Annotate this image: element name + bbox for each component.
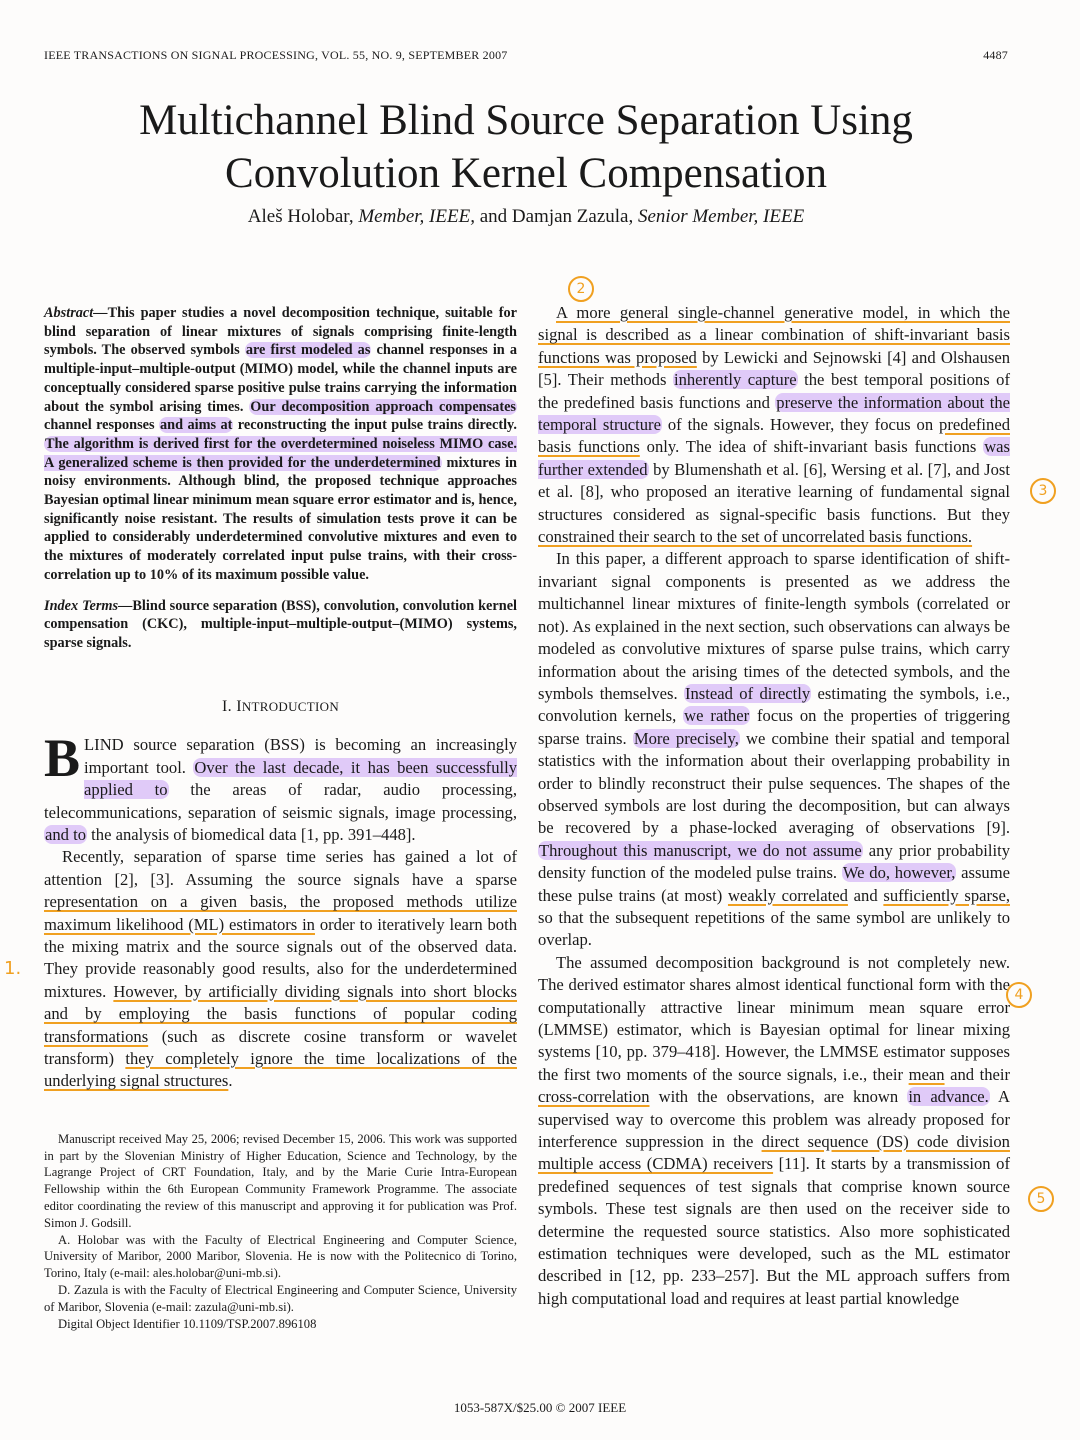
footnote-author-2: D. Zazula is with the Faculty of Electrical Engineering and Computer Science, University of Maribor, Slovenia (e-mail: zazula@uni-mb.si).	[44, 1283, 517, 1314]
paper-title	[0, 94, 1052, 200]
abstract-highlight-2: Our decomposition approach compensates	[250, 398, 516, 415]
abstract	[44, 304, 517, 585]
abstract-lead: Abstract—	[44, 305, 108, 321]
section-rest: NTRODUCTION	[241, 699, 340, 715]
intro-text-2d: .	[228, 1071, 233, 1091]
annotation-note-4: 4	[1006, 982, 1032, 1008]
author-2-role: Senior Member, IEEE	[638, 206, 805, 227]
right-text-3a: The assumed decomposition background is not completely new. The derived estimator shares almost identical functional form with the computationally attractive linear minimum mean square error (LMMSE) estimator, which is Bayesian optimal for linear mixing systems [10, pp. 379–418]. However, the LMMSE estimator supposes the first two moments of the source signals, i.e., their	[538, 952, 1010, 1084]
author-line	[0, 206, 1052, 228]
right-text-1b: the best temporal positions of the predefined basis functions and	[538, 370, 1011, 412]
right-text-1a: by Lewicki and Sejnowski [4] and Olshausen [5]. Their methods	[538, 347, 1010, 390]
intro-underline-3: they completely ignore the time localizations of the underlying signal structures	[44, 1049, 517, 1091]
right-text-2c: focus on the properties of triggering sparse trains.	[538, 706, 1011, 748]
intro-underline-1: representation on a given basis, the proposed methods utilize maximum likelihood (ML) estimators in	[44, 892, 517, 934]
index-terms	[44, 597, 517, 653]
intro-highlight-1: Over the last decade, it has been successfully applied to	[84, 757, 518, 800]
right-text-2h: so that the subsequent repetitions of the same symbol are unlikely to overlap.	[538, 907, 1010, 950]
right-underline-8: direct sequence (DS) code division multiple access (CDMA) receivers	[538, 1132, 1010, 1174]
abstract-text-4: reconstructing the input pulse trains directly.	[233, 417, 517, 434]
abstract-text-1: This paper studies a novel decomposition technique, suitable for blind separation of linear mixtures of signals comprising finite-length symbols. The observed symbols	[44, 305, 517, 359]
title-line-1: Multichannel Blind Source Separation Using	[139, 97, 913, 144]
intro-text-1b: the areas of radar, audio processing, telecommunications, separation of seismic signals, image processing,	[44, 780, 517, 822]
footnote-manuscript: Manuscript received May 25, 2006; revised December 15, 2006. This work was supported in part by the Slovenian Ministry of Higher Education, Science and Technology, by the Lagrange Project of CRT Foundation, Italy, and by the Marie Curie Intra-European Fellowship within the 6th European Community Framework Programme. The associate editor coordinating the review of this manuscript and approving it for publication was Prof. Simon J. Godsill.	[44, 1131, 517, 1230]
drop-cap: B	[44, 728, 81, 789]
author-1-role: Member, IEEE,	[358, 206, 475, 227]
right-highlight-8: We do, however,	[842, 863, 956, 883]
annotation-note-1: 1.	[4, 958, 22, 979]
intro-paragraph-2	[44, 846, 517, 1092]
right-underline-5: sufficiently sparse,	[883, 885, 1010, 905]
annotation-note-3: 3	[1030, 478, 1056, 504]
right-text-3d: A supervised way to overcome this problem was already proposed for interference suppression in the	[538, 1087, 1010, 1152]
section-first-letter: I	[236, 698, 242, 716]
title-line-2: Convolution Kernel Compensation	[225, 150, 827, 197]
abstract-highlight-1: are first modeled as	[245, 342, 371, 359]
page-number: 4487	[983, 48, 1008, 62]
right-text-2g: and	[847, 885, 884, 905]
right-text-2d: we combine their spatial and temporal statistics with the information about their overlapping probability in order to blindly reconstruct their pulse sequences. The shapes of the observed symbols are lost during the decomposition, but can always be recovered by a phase-locked averaging of observations [9].	[538, 728, 1011, 838]
page-footer-copyright: 1053-587X/$25.00 © 2007 IEEE	[453, 1400, 627, 1415]
right-text-2f: assume these pulse trains (at most)	[538, 863, 1010, 905]
right-highlight-3: was further extended	[538, 437, 1010, 479]
intro-text-2a: Recently, separation of sparse time series has gained a lot of attention [2], [3]. Assuming the source signals have a sparse	[44, 847, 517, 889]
section-heading-introduction	[44, 698, 517, 716]
section-numeral: I.	[221, 698, 237, 716]
abstract-highlight-4: The algorithm is derived first for the overdetermined noiseless MIMO case. A generalized scheme is then provided for the underdetermined	[44, 435, 517, 471]
footnote-author-1: A. Holobar was with the Faculty of Electrical Engineering and Computer Science, University of Maribor, 2000 Maribor, Slovenia. He is now with the Politecnico di Torino, Torino, Italy (e-mail: ales.holobar@uni-mb.si).	[44, 1232, 517, 1281]
right-underline-6: mean	[908, 1064, 945, 1084]
right-highlight-4: Instead of directly	[684, 683, 811, 703]
right-highlight-6: More precisely,	[633, 728, 739, 748]
right-highlight-7: Throughout this manuscript, we do not assume	[539, 840, 862, 860]
right-text-2a: In this paper, a different approach to sparse identification of shift-invariant signal components is presented as we address the multichannel linear mixtures of finite-length symbols (correlated or not). As explained in the next section, such observations can always be modeled as convolutive mixtures of sparse pulse trains, which carry information about the arising times of the detected symbols, and the symbols themselves.	[538, 549, 1010, 703]
right-text-1c: of the signals. However, they focus on	[661, 415, 940, 435]
intro-text-1a: LIND source separation (BSS) is becoming an increasingly important tool.	[84, 735, 517, 777]
right-text-1e: by Blumenshath et al. [6], Wersing et al. [7], and Jost et al. [8], who proposed an iterative learning of fundamental signal structures considered as signal-specific basis functions. But they	[538, 459, 1010, 524]
intro-text-1c: the analysis of biomedical data [1, pp. 391–448].	[87, 824, 416, 844]
right-paragraph-3	[538, 952, 1010, 1311]
intro-text-2b: order to iteratively learn both the mixing matrix and the source signals out of the observed data. They provide reasonably good results, also for the underdetermined mixtures.	[44, 914, 518, 1001]
right-text-1d: only. The idea of shift-invariant basis functions	[639, 437, 984, 457]
annotation-note-2: 2	[568, 276, 594, 302]
author-2-name: Damjan Zazula,	[511, 206, 634, 227]
intro-highlight-2: and to	[45, 824, 87, 844]
index-terms-lead: Index Terms—	[44, 597, 133, 614]
right-text-2e: any prior probability density function of the modeled pulse trains.	[538, 840, 1011, 883]
right-underline-1: A more general single-channel generative model, in which the signal is described as a linear combination of shift-invariant basis functions was proposed	[538, 303, 1010, 367]
intro-text-2c: (such as discrete cosine transform or wavelet transform)	[44, 1026, 517, 1069]
footnote-doi: Digital Object Identifier 10.1109/TSP.2007.896108	[58, 1316, 317, 1331]
author-conjunction: and	[479, 206, 508, 227]
right-text-3e: [11]. It starts by a transmission of predefined sequences of test signals that comprise known source symbols. These test signals are then used on the receiver side to determine the requested source statistics. Also more sophisticated estimation techniques were developed, such as the ML estimator described in [12, pp. 233–257]. But the ML approach suffers from high computational load and requires at least partial knowledge	[538, 1154, 1010, 1308]
annotation-note-5: 5	[1028, 1186, 1054, 1212]
right-underline-4: weakly correlated	[727, 885, 848, 905]
abstract-text-5: mixtures in noisy environments. Although blind, the proposed technique approaches Bayesian optimal linear minimum mean square error estimator and is, hence, significantly noise resistant. The results of simulation tests prove it can be applied to considerably underdetermined convolutive mixtures and even to the mixtures of moderately correlated input pulse trains, with their cross-correlation up to 10% of its maximum possible value.	[44, 454, 518, 583]
first-page-footnote	[44, 1131, 517, 1333]
right-highlight-2: preserve the information about the temporal structure	[538, 392, 1010, 435]
right-paragraph-1	[538, 302, 1010, 548]
journal-header: IEEE TRANSACTIONS ON SIGNAL PROCESSING, VOL. 55, NO. 9, SEPTEMBER 2007	[44, 48, 508, 62]
right-text-2b: estimating the symbols, i.e., convolution kernels,	[538, 683, 1010, 726]
author-1-name: Aleš Holobar,	[247, 206, 354, 227]
index-terms-text: Blind source separation (BSS), convolution, convolution kernel compensation (CKC), multiple-input–multiple-output–(MIMO) systems, sparse signals.	[44, 597, 518, 651]
right-underline-7: cross-correlation	[538, 1087, 650, 1107]
intro-underline-2: However, by artificially dividing signals into short blocks and by employing the basis functions of popular coding transformations	[44, 981, 517, 1046]
right-highlight-9: in advance.	[908, 1087, 989, 1107]
abstract-text-3: channel responses	[44, 417, 159, 434]
abstract-text-2: channel responses in a multiple-input–multiple-output (MIMO) model, while the channel inputs are conceptually considered sparse positive pulse trains carrying the information about the symbol arising times.	[44, 342, 517, 415]
running-head	[44, 48, 1008, 63]
right-paragraph-2	[538, 548, 1010, 951]
right-text-3b: and their	[944, 1064, 1010, 1084]
right-underline-2: predefined basis functions	[538, 415, 1010, 457]
right-underline-3: constrained their search to the set of uncorrelated basis functions.	[538, 527, 973, 547]
left-column	[44, 304, 517, 1332]
abstract-highlight-3: and aims at	[160, 417, 233, 434]
right-highlight-1: inherently capture	[673, 370, 797, 390]
intro-paragraph-1	[44, 728, 518, 846]
right-highlight-5: we rather	[684, 706, 750, 726]
right-text-3c: with the observations, are known	[649, 1087, 908, 1107]
right-column	[538, 302, 1010, 1310]
